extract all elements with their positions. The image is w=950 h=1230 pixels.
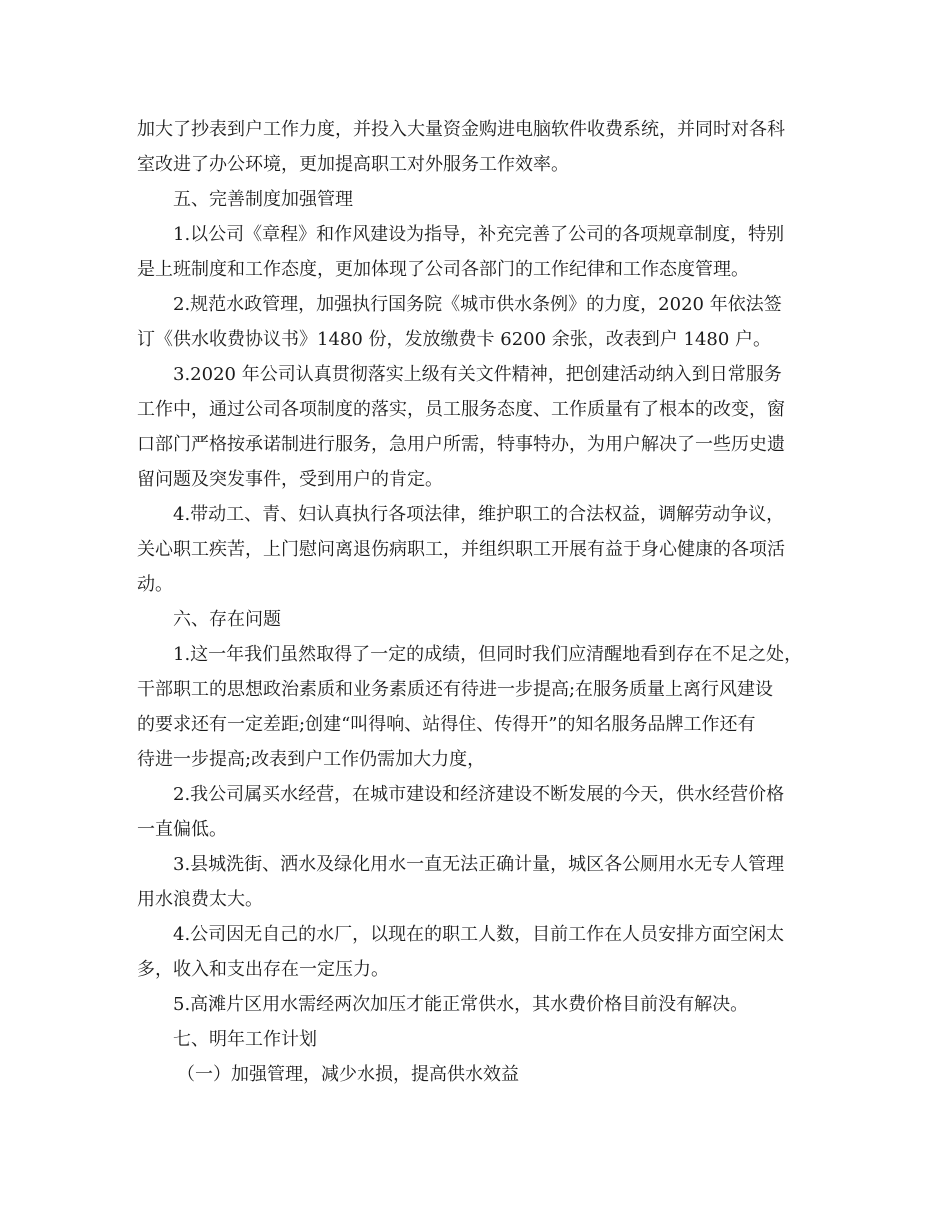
body-line: 动。 (137, 574, 173, 595)
body-line: 一直偏低。 (137, 819, 227, 840)
body-line: 加大了抄表到户工作力度，并投入大量资金购进电脑软件收费系统，并同时对各科 (137, 119, 785, 140)
body-line: 工作中，通过公司各项制度的落实，员工服务态度、工作质量有了根本的改变，窗 (137, 399, 785, 420)
paragraph-start: 3.县城洗街、洒水及绿化用水一直无法正确计量，城区各公厕用水无专人管理 (173, 854, 785, 875)
paragraph-start: 4.带动工、青、妇认真执行各项法律，维护职工的合法权益，调解劳动争议， (173, 504, 785, 525)
body-line: 室改进了办公环境，更加提高职工对外服务工作效率。 (137, 154, 569, 175)
body-line: 用水浪费太大。 (137, 889, 263, 910)
paragraph-start: 2.规范水政管理，加强执行国务院《城市供水条例》的力度，2020 年依法签 (173, 294, 782, 315)
section-heading: 六、存在问题 (173, 609, 281, 630)
body-line: 是上班制度和工作态度，更加体现了公司各部门的工作纪律和工作态度管理。 (137, 259, 749, 280)
section-heading: 七、明年工作计划 (173, 1029, 317, 1050)
body-line: 订《供水收费协议书》1480 份，发放缴费卡 6200 余张，改表到户 1480 户。 (137, 329, 772, 350)
document-body (137, 112, 827, 1092)
body-line: 留问题及突发事件，受到用户的肯定。 (137, 469, 443, 490)
paragraph-start: 2.我公司属买水经营，在城市建设和经济建设不断发展的今天，供水经营价格 (173, 784, 785, 805)
paragraph-start: 5.高滩片区用水需经两次加压才能正常供水，其水费价格目前没有解决。 (173, 994, 749, 1015)
paragraph-start: 1.以公司《章程》和作风建设为指导，补充完善了公司的各项规章制度，特别 (173, 224, 785, 245)
body-line: 的要求还有一定差距;创建“叫得响、站得住、传得开”的知名服务品牌工作还有 (137, 714, 756, 735)
body-line: 干部职工的思想政治素质和业务素质还有待进一步提高;在服务质量上离行风建设 (137, 679, 774, 700)
body-line: 口部门严格按承诺制进行服务，急用户所需，特事特办，为用户解决了一些历史遗 (137, 434, 785, 455)
subsection-heading: （一）加强管理，减少水损，提高供水效益 (177, 1064, 519, 1085)
body-line: 关心职工疾苦，上门慰问离退伤病职工，并组织职工开展有益于身心健康的各项活 (137, 539, 785, 560)
body-line: 待进一步提高;改表到户工作仍需加大力度， (137, 749, 486, 770)
body-line: 多，收入和支出存在一定压力。 (137, 959, 389, 980)
paragraph-start: 1.这一年我们虽然取得了一定的成绩，但同时我们应清醒地看到存在不足之处， (173, 644, 803, 665)
paragraph-start: 3.2020 年公司认真贯彻落实上级有关文件精神，把创建活动纳入到日常服务 (173, 364, 782, 385)
paragraph-start: 4.公司因无自己的水厂，以现在的职工人数，目前工作在人员安排方面空闲太 (173, 924, 785, 945)
section-heading: 五、完善制度加强管理 (173, 189, 353, 210)
